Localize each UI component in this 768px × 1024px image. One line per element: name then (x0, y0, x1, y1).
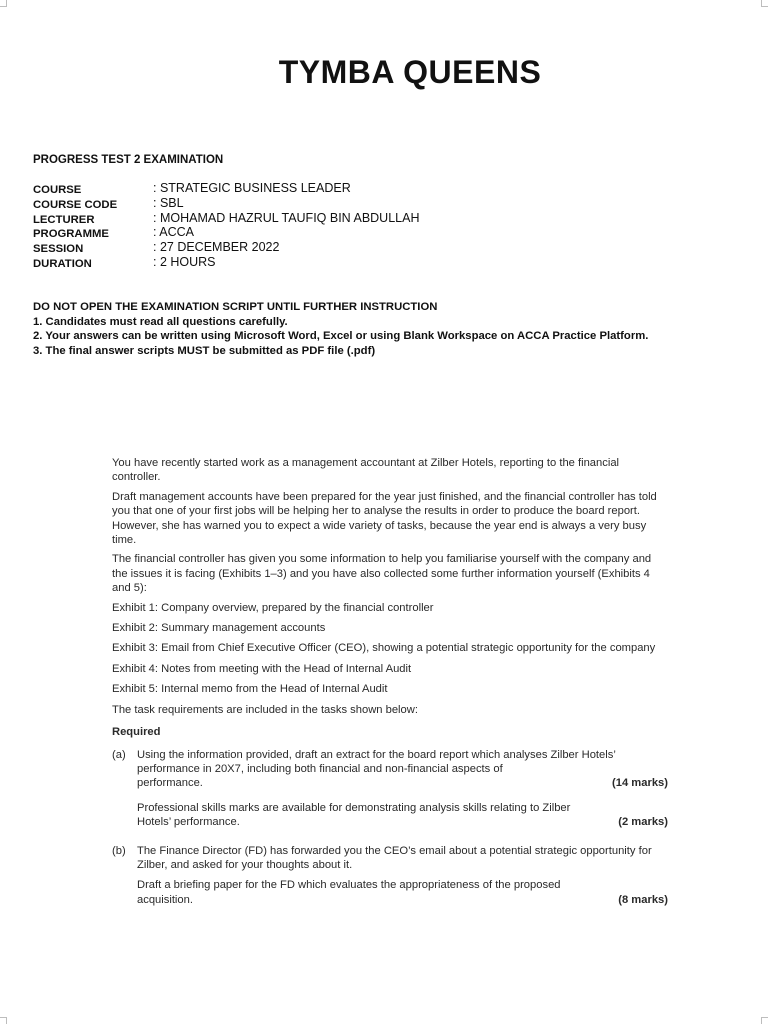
question-text (137, 844, 668, 908)
question-text (137, 748, 668, 840)
question-body (112, 456, 668, 911)
question-label: (b) (112, 844, 126, 857)
question-requirement: Professional skills marks are available for demonstrating analysis skills relating to Zilber (137, 801, 571, 814)
question-label: (a) (112, 748, 126, 761)
intro-paragraph: The financial controller has given you some information to help you familiarise yourself with the company and the issues it is facing (Exhibits 1–3) and you have also collected some further information yourself (Exhibits 4 and 5): (112, 553, 652, 595)
requirement-text-end: Hotels’ performance. (137, 816, 240, 829)
question-requirement: Draft a briefing paper for the FD which evaluates the appropriateness of the proposed (137, 879, 561, 892)
question-b (112, 844, 668, 908)
exam-instructions (33, 300, 763, 358)
exhibit-item: Exhibit 3: Email from Chief Executive Officer (CEO), showing a potential strategic opportunity for the company (112, 642, 656, 655)
detail-value: : SBL (153, 195, 184, 210)
instruction-item: 3. The final answer scripts MUST be submitted as PDF file (.pdf) (33, 344, 376, 357)
instruction-heading: DO NOT OPEN THE EXAMINATION SCRIPT UNTIL FURTHER INSTRUCTION (33, 301, 438, 313)
detail-value: : 27 DECEMBER 2022 (153, 240, 280, 255)
crop-mark-top-left (0, 0, 7, 7)
question-a (112, 748, 668, 840)
detail-label: COURSE CODE (33, 198, 118, 211)
exam-details (33, 181, 419, 270)
exhibit-item: Exhibit 4: Notes from meeting with the Head of Internal Audit (112, 662, 412, 675)
crop-mark-bottom-right (761, 1017, 768, 1024)
marks-badge: (2 marks) (618, 816, 668, 829)
detail-row-programme (33, 225, 419, 240)
detail-value: : 2 HOURS (153, 254, 216, 269)
instruction-item: 2. Your answers can be written using Microsoft Word, Excel or using Blank Workspace on ACCA Practice Platform. (33, 330, 649, 342)
crop-mark-bottom-left (0, 1017, 7, 1024)
detail-label: PROGRAMME (33, 228, 109, 241)
instruction-item: 1. Candidates must read all questions carefully. (33, 315, 288, 328)
detail-row-session (33, 240, 419, 255)
detail-label: LECTURER (33, 213, 95, 226)
question-requirement-end (137, 815, 668, 829)
detail-value: : STRATEGIC BUSINESS LEADER (153, 181, 351, 195)
task-note: The task requirements are included in the tasks shown below: (112, 703, 418, 716)
required-heading: Required (112, 726, 161, 739)
detail-label: DURATION (33, 257, 92, 270)
marks-badge: (14 marks) (612, 777, 668, 790)
detail-row-duration (33, 255, 419, 270)
marks-badge: (8 marks) (618, 893, 668, 906)
question-requirement: Using the information provided, draft an extract for the board report which analyses Zilber Hotels’ performance in 20X7, including both financial and non-financial aspects of (137, 748, 616, 775)
question-requirement: The Finance Director (FD) has forwarded you the CEO’s email about a potential strategic opportunity for Zilber, and asked for your thoughts about it. (137, 844, 652, 871)
question-requirement-end (137, 893, 668, 907)
detail-label: COURSE (33, 184, 82, 196)
intro-paragraph: Draft management accounts have been prepared for the year just finished, and the financial controller has told you that one of your first jobs will be helping her to analyse the results in order to produce the board report. However, she has warned you to expect a wide variety of tasks, because the year end is always a very busy time. (112, 490, 657, 547)
detail-label: SESSION (33, 243, 84, 256)
exhibit-item: Exhibit 5: Internal memo from the Head of Internal Audit (112, 683, 388, 696)
exam-name: PROGRESS TEST 2 EXAMINATION (33, 154, 224, 166)
detail-value: : ACCA (153, 225, 194, 240)
question-requirement-end (137, 776, 668, 790)
requirement-text-end: performance. (137, 777, 203, 790)
requirement-text-end: acquisition. (137, 893, 193, 906)
detail-row-course (33, 181, 419, 196)
intro-paragraph: You have recently started work as a management accountant at Zilber Hotels, reporting to the financial controller. (112, 457, 620, 484)
exhibit-item: Exhibit 1: Company overview, prepared by the financial controller (112, 601, 434, 614)
detail-value: : MOHAMAD HAZRUL TAUFIQ BIN ABDULLAH (153, 210, 420, 225)
detail-row-course-code (33, 196, 419, 211)
crop-mark-top-right (761, 0, 768, 7)
detail-row-lecturer (33, 211, 419, 226)
page-title: TYMBA QUEENS (278, 54, 542, 90)
exhibit-item: Exhibit 2: Summary management accounts (112, 622, 326, 635)
